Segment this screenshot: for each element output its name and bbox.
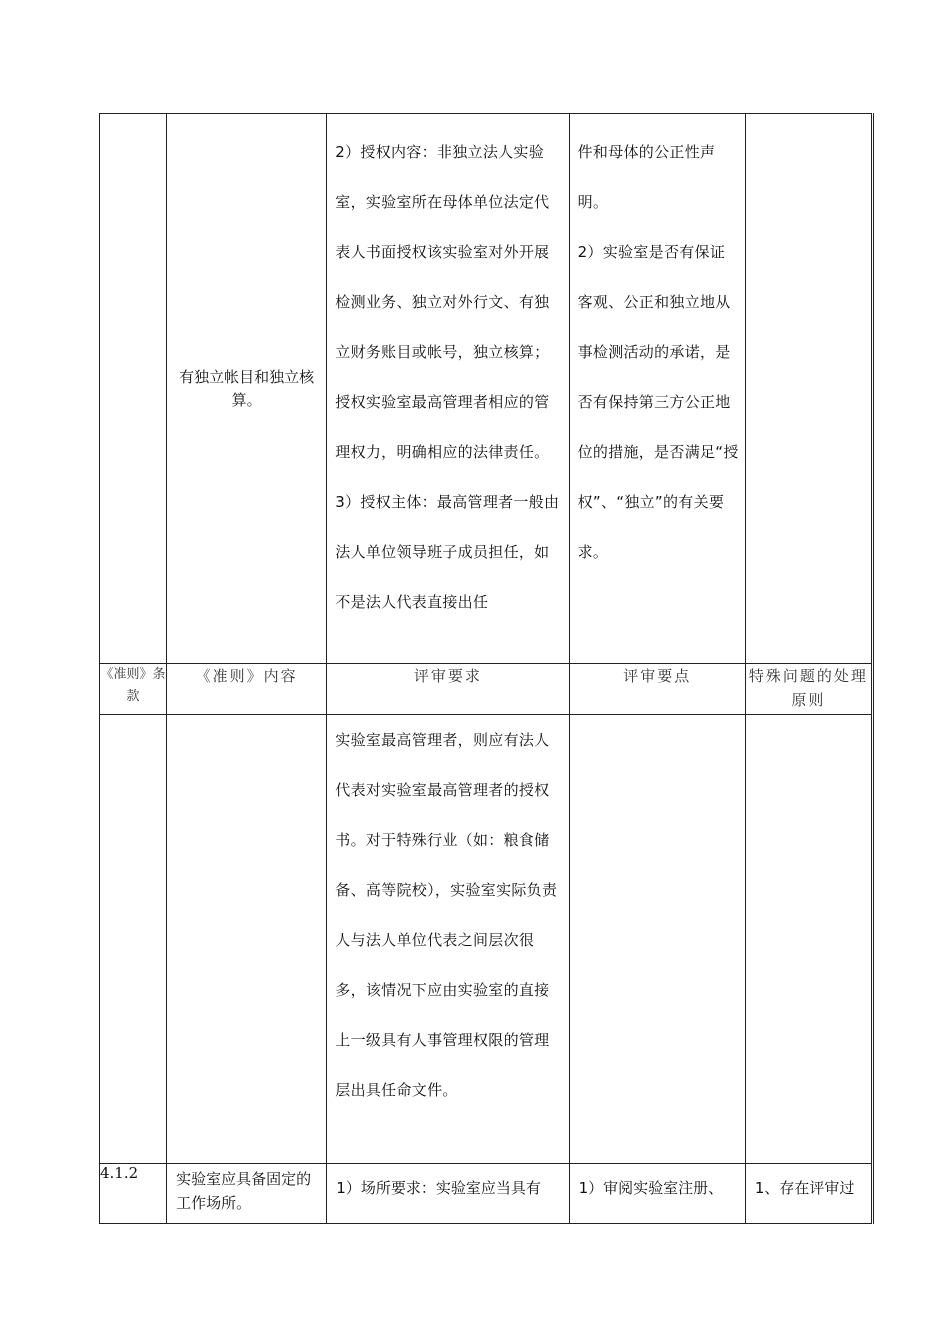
points-cell xyxy=(569,114,745,664)
point-text: 1）审阅实验室注册、 xyxy=(578,1179,724,1197)
table-header-row xyxy=(100,664,872,715)
content-text: 有独立帐目和独立核算。 xyxy=(179,367,315,409)
point-item: 件和母体的公正性声明。 xyxy=(577,143,716,211)
special-cell xyxy=(745,1164,871,1224)
clause-cell xyxy=(100,114,167,664)
requirement-text: 1）场所要求：实验室应当具有 xyxy=(336,1179,541,1197)
clause-number: 4.1.2 xyxy=(100,1164,167,1224)
header-requirements: 评审要求 xyxy=(327,664,569,715)
requirement-text: 实验室最高管理者，则应有法人代表对实验室最高管理者的授权书。对于特殊行业（如：粮食储备、高等院校），实验室实际负责人与法人单位代表之间层次很多，该情况下应由实验室的直接上一级具有人事管理权限的管理层出具任命文件。 xyxy=(335,731,558,1099)
special-text: 1、存在评审过 xyxy=(754,1179,855,1197)
table-row xyxy=(100,1164,872,1224)
content-text: 实验室应具备固定的工作场所。 xyxy=(176,1170,312,1212)
special-cell xyxy=(745,114,871,664)
content-cell xyxy=(167,114,327,664)
requirement-item: 2）授权内容：非独立法人实验室，实验室所在母体单位法定代表人书面授权该实验室对外开展检测业务、独立对外行文、有独立财务账目或帐号，独立核算；授权实验室最高管理者相应的管理权力，明确相应的法律责任。 xyxy=(335,143,550,461)
header-special: 特殊问题的处理原则 xyxy=(745,664,871,715)
content-cell xyxy=(167,715,327,1164)
header-points: 评审要点 xyxy=(569,664,745,715)
header-clause: 《准则》条款 xyxy=(100,664,167,715)
special-cell xyxy=(745,715,871,1164)
requirements-cell xyxy=(327,715,569,1164)
requirements-cell xyxy=(327,1164,569,1224)
requirements-cell xyxy=(327,114,569,664)
header-content: 《准则》内容 xyxy=(167,664,327,715)
review-table xyxy=(99,113,872,1224)
table-right-rule xyxy=(873,113,874,1224)
requirement-item: 3）授权主体：最高管理者一般由法人单位领导班子成员担任，如不是法人代表直接出任 xyxy=(335,493,560,611)
points-cell xyxy=(569,715,745,1164)
points-cell xyxy=(569,1164,745,1224)
content-cell xyxy=(167,1164,327,1224)
table-row xyxy=(100,114,872,664)
clause-cell xyxy=(100,715,167,1164)
point-item: 2）实验室是否有保证客观、公正和独立地从事检测活动的承诺，是否有保持第三方公正地位的措施，是否满足“授权”、“独立”的有关要求。 xyxy=(577,243,739,561)
table-row xyxy=(100,715,872,1164)
